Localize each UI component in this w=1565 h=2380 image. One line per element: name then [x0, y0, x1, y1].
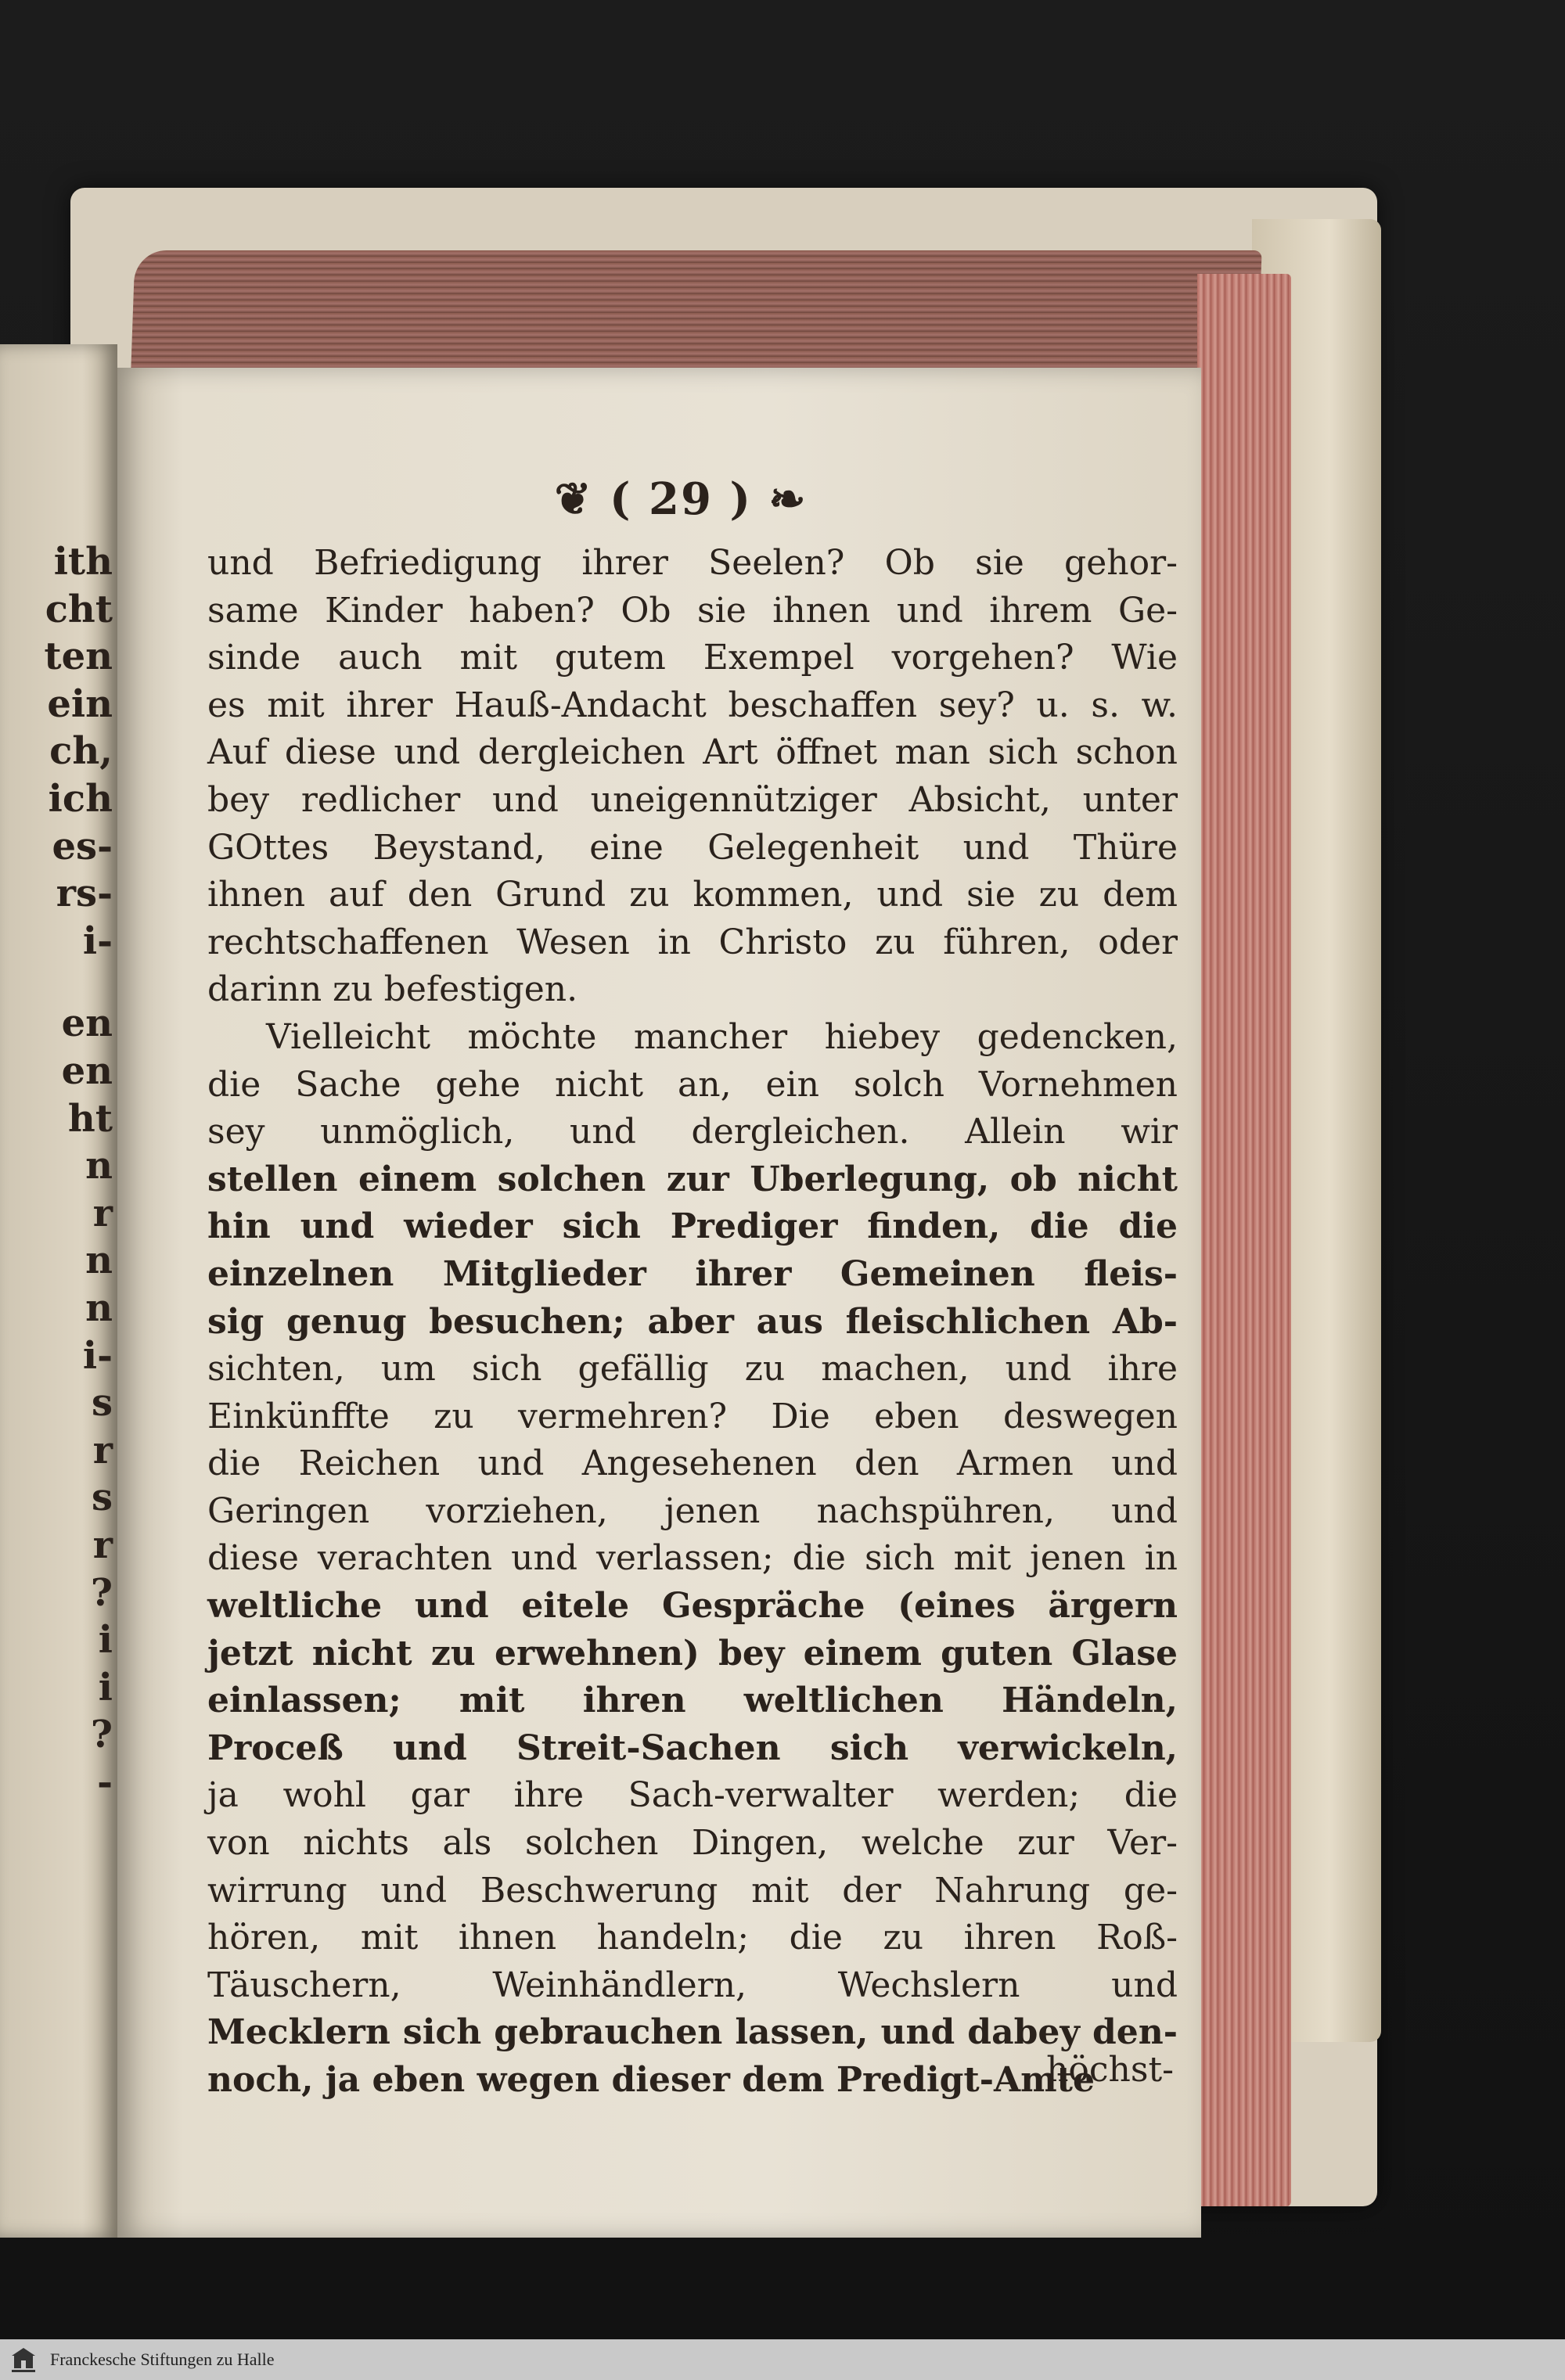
left-page-fragment: i [98, 1665, 113, 1710]
left-page-fragment: ein [47, 681, 113, 726]
text-line: same Kinder haben? Ob sie ihnen und ihrem Ge- [207, 590, 1178, 631]
left-page-fragment: ht [67, 1096, 113, 1141]
footer-bar [0, 2339, 1565, 2380]
left-page-fragment: en [61, 1001, 113, 1046]
text-line: weltliche und eitele Gespräche (eines ärgern [207, 1586, 1178, 1627]
text-line: einlassen; mit ihren weltlichen Händeln, [207, 1681, 1178, 1721]
left-page-fragment: - [97, 1760, 113, 1804]
text-line: jetzt nicht zu erwehnen) bey einem guten Glase [207, 1633, 1178, 1674]
text-line: ja wohl gar ihre Sach-verwalter werden; die [207, 1775, 1178, 1816]
left-page [0, 344, 117, 2238]
text-line: stellen einem solchen zur Uberlegung, ob nicht [207, 1159, 1178, 1199]
page-number: ( 29 ) [610, 473, 752, 525]
left-page-fragment: ith [53, 540, 113, 584]
text-line: Einkünffte zu vermehren? Die eben deswegen [207, 1396, 1178, 1436]
left-page-fragment: i- [82, 1333, 113, 1378]
left-page-fragment: i [98, 1618, 113, 1663]
left-page-fragment: s [91, 1476, 113, 1520]
text-line: sey unmöglich, und dergleichen. Allein wir [207, 1112, 1178, 1152]
text-line: und Befriedigung ihrer Seelen? Ob sie gehor- [207, 543, 1178, 583]
left-page-fragment: ch, [49, 729, 113, 774]
page-block-fore-edge [1197, 274, 1291, 2206]
page-number-header [485, 473, 876, 525]
text-line: Täuschern, Weinhändlern, Wechslern und [207, 1965, 1178, 2005]
body-text [207, 540, 1178, 2105]
text-line: Vielleicht möchte mancher hiebey gedencken, [266, 1016, 1178, 1057]
text-line: bey redlicher und uneigennütziger Absicht, unter [207, 779, 1178, 820]
header-ornament-left-icon: ❦ [554, 473, 593, 525]
book-page [117, 368, 1201, 2238]
text-line: hören, mit ihnen handeln; die zu ihren Roß- [207, 1918, 1178, 1958]
page-block-top-edge [131, 250, 1261, 368]
text-line: es mit ihrer Hauß-Andacht beschaffen sey? u. s. w. [207, 685, 1178, 725]
text-line: hin und wieder sich Prediger finden, die die [207, 1206, 1178, 1247]
text-line: sig genug besuchen; aber aus fleischlichen Ab- [207, 1301, 1178, 1342]
left-page-fragment: n [85, 1239, 113, 1283]
institution-name: Franckesche Stiftungen zu Halle [50, 2349, 275, 2369]
institution-logo-icon [8, 2344, 39, 2375]
left-page-fragment: r [92, 1191, 113, 1235]
left-page-fragment: n [85, 1286, 113, 1330]
text-line: darinn zu befestigen. [207, 969, 578, 1010]
left-page-fragment: r [92, 1523, 113, 1567]
text-line: von nichts als solchen Dingen, welche zur Ver- [207, 1823, 1178, 1864]
left-page-fragment: n [85, 1144, 113, 1188]
text-line: die Sache gehe nicht an, ein solch Vornehmen [207, 1064, 1178, 1105]
left-page-fragment: ich [48, 777, 113, 821]
text-line: Auf diese und dergleichen Art öffnet man sich schon [207, 732, 1178, 773]
left-page-fragment: cht [45, 587, 113, 631]
left-page-fragment: en [61, 1049, 113, 1093]
text-line: Geringen vorziehen, jenen nachspühren, und [207, 1490, 1178, 1531]
text-line: einzelnen Mitglieder ihrer Gemeinen fleis- [207, 1253, 1178, 1294]
text-line: sichten, um sich gefällig zu machen, und ihre [207, 1349, 1178, 1390]
catchword: höchst- [1046, 2050, 1174, 2090]
left-page-fragment: ? [90, 1570, 113, 1615]
left-page-fragment: ? [90, 1713, 113, 1757]
text-line: GOttes Beystand, eine Gelegenheit und Thüre [207, 827, 1178, 868]
text-line: noch, ja eben wegen dieser dem Predigt-Amte [207, 2060, 1095, 2100]
left-page-fragment: s [91, 1381, 113, 1425]
text-line: rechtschaffenen Wesen in Christo zu führen, oder [207, 922, 1178, 962]
text-line: wirrung und Beschwerung mit der Nahrung ge- [207, 1870, 1178, 1911]
left-page-fragment: ten [44, 635, 113, 679]
text-line: diese verachten und verlassen; die sich mit jenen in [207, 1538, 1178, 1579]
text-line: die Reichen und Angesehenen den Armen und [207, 1443, 1178, 1484]
left-page-fragment: r [92, 1428, 113, 1472]
text-line: Mecklern sich gebrauchen lassen, und dabey den- [207, 2012, 1178, 2053]
text-line: ihnen auf den Grund zu kommen, und sie zu dem [207, 875, 1178, 915]
header-ornament-right-icon: ❧ [768, 473, 808, 525]
left-page-fragment: i- [82, 919, 113, 963]
text-line: Proceß und Streit-Sachen sich verwickeln, [207, 1727, 1178, 1768]
left-page-fragment: es- [52, 824, 113, 868]
left-page-fragment: rs- [56, 872, 113, 916]
text-line: sinde auch mit gutem Exempel vorgehen? Wie [207, 638, 1178, 678]
